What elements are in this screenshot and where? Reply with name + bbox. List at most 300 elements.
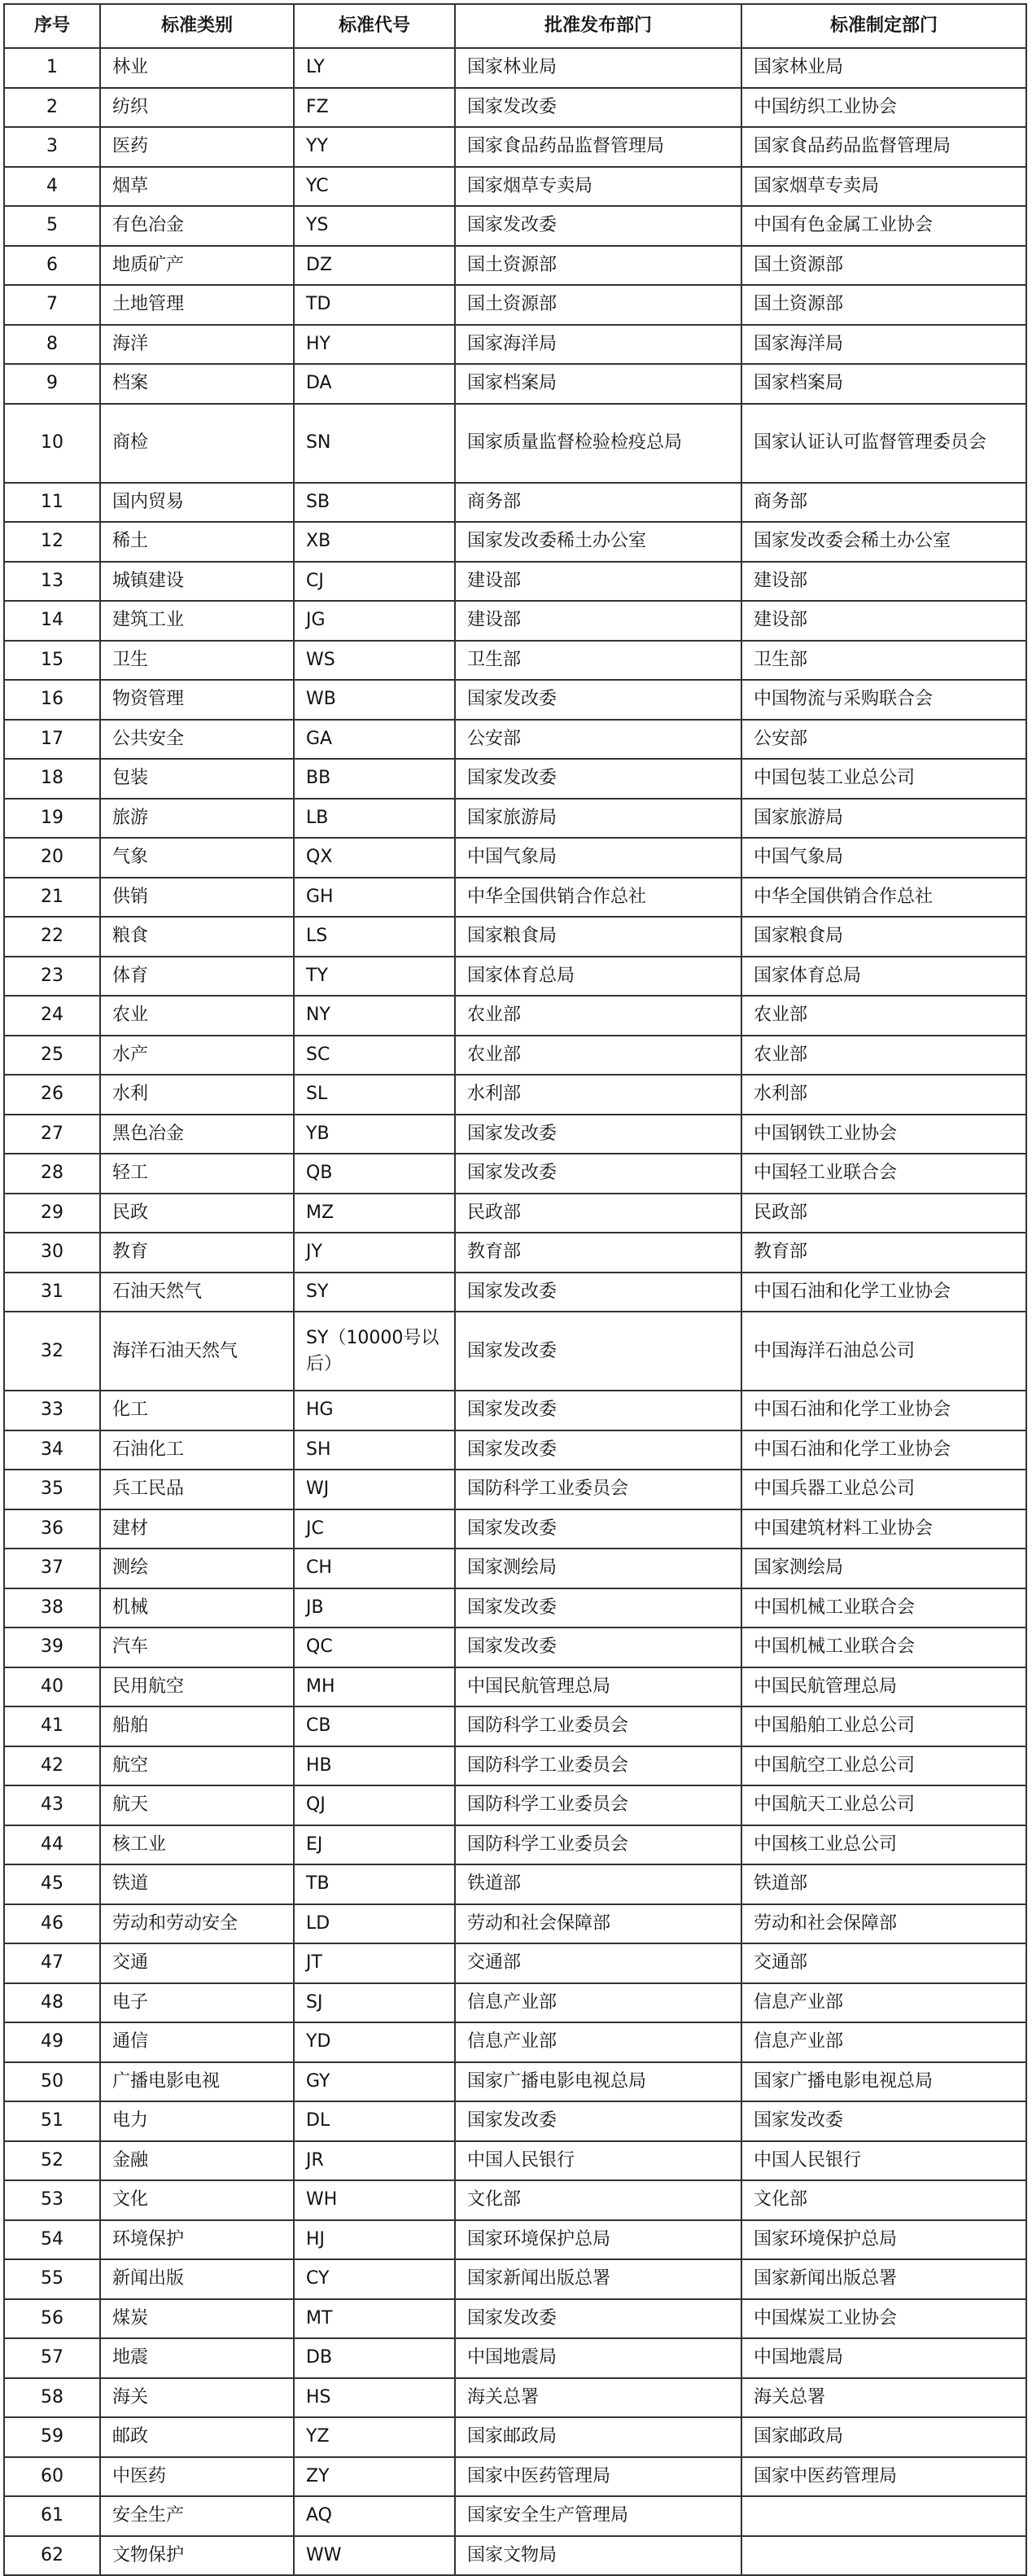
cell-standard-category: 兵工民品 [100, 1470, 294, 1509]
cell-standard-category: 文物保护 [100, 2536, 294, 2576]
table-row [4, 364, 1026, 404]
table-row [4, 2220, 1026, 2260]
cell-drafting-department: 国家发改委 [741, 2101, 1026, 2141]
cell-serial-number: 60 [4, 2457, 100, 2497]
table-row [4, 1154, 1026, 1194]
cell-serial-number: 50 [4, 2062, 100, 2102]
table-row [4, 2259, 1026, 2299]
cell-standard-category: 纺织 [100, 88, 294, 128]
cell-drafting-department: 国家食品药品监督管理局 [741, 127, 1026, 167]
cell-standard-code: MZ [294, 1194, 455, 1233]
cell-serial-number: 34 [4, 1430, 100, 1470]
cell-standard-code: YB [294, 1115, 455, 1154]
cell-serial-number: 9 [4, 364, 100, 404]
cell-standard-category: 黑色冶金 [100, 1115, 294, 1154]
cell-drafting-department: 国家海洋局 [741, 325, 1026, 365]
cell-drafting-department: 国家林业局 [741, 48, 1026, 88]
cell-approving-department: 信息产业部 [455, 2022, 741, 2062]
cell-standard-category: 海关 [100, 2378, 294, 2418]
cell-drafting-department: 中国石油和化学工业协会 [741, 1430, 1026, 1470]
cell-standard-code: HJ [294, 2220, 455, 2260]
table-row [4, 1549, 1026, 1588]
cell-drafting-department: 国家粮食局 [741, 917, 1026, 957]
cell-standard-category: 航天 [100, 1785, 294, 1825]
cell-standard-category: 新闻出版 [100, 2259, 294, 2299]
cell-drafting-department: 中华全国供销合作总社 [741, 878, 1026, 918]
cell-standard-code: QJ [294, 1785, 455, 1825]
cell-serial-number: 7 [4, 285, 100, 325]
table-row [4, 1312, 1026, 1391]
cell-serial-number: 3 [4, 127, 100, 167]
cell-standard-category: 铁道 [100, 1864, 294, 1904]
cell-standard-category: 文化 [100, 2180, 294, 2220]
cell-serial-number: 6 [4, 246, 100, 286]
cell-standard-code: HS [294, 2378, 455, 2418]
table-row [4, 483, 1026, 523]
cell-drafting-department: 农业部 [741, 1036, 1026, 1076]
table-row [4, 48, 1026, 88]
cell-approving-department: 铁道部 [455, 1864, 741, 1904]
cell-serial-number: 24 [4, 996, 100, 1036]
table-row [4, 799, 1026, 839]
cell-drafting-department: 国家新闻出版总署 [741, 2259, 1026, 2299]
cell-approving-department: 文化部 [455, 2180, 741, 2220]
cell-drafting-department: 卫生部 [741, 641, 1026, 681]
table-row [4, 2417, 1026, 2457]
cell-drafting-department: 国土资源部 [741, 285, 1026, 325]
cell-standard-category: 商检 [100, 404, 294, 483]
cell-approving-department: 国家旅游局 [455, 799, 741, 839]
cell-standard-category: 安全生产 [100, 2496, 294, 2536]
cell-serial-number: 19 [4, 799, 100, 839]
cell-serial-number: 45 [4, 1864, 100, 1904]
cell-serial-number: 25 [4, 1036, 100, 1076]
cell-standard-code: TB [294, 1864, 455, 1904]
cell-serial-number: 11 [4, 483, 100, 523]
table-row [4, 246, 1026, 286]
cell-drafting-department: 国家发改委会稀土办公室 [741, 522, 1026, 562]
cell-standard-category: 卫生 [100, 641, 294, 681]
cell-approving-department: 建设部 [455, 601, 741, 641]
cell-serial-number: 26 [4, 1075, 100, 1115]
cell-standard-code: SB [294, 483, 455, 523]
table-row [4, 1194, 1026, 1233]
cell-standard-category: 船舶 [100, 1706, 294, 1746]
cell-standard-category: 邮政 [100, 2417, 294, 2457]
cell-approving-department: 教育部 [455, 1233, 741, 1273]
cell-drafting-department: 水利部 [741, 1075, 1026, 1115]
cell-approving-department: 交通部 [455, 1943, 741, 1983]
cell-drafting-department: 中国地震局 [741, 2338, 1026, 2378]
cell-serial-number: 4 [4, 167, 100, 207]
cell-standard-category: 国内贸易 [100, 483, 294, 523]
cell-approving-department: 国防科学工业委员会 [455, 1746, 741, 1786]
cell-serial-number: 52 [4, 2141, 100, 2181]
cell-serial-number: 16 [4, 680, 100, 720]
cell-standard-code: BB [294, 759, 455, 799]
cell-drafting-department: 国土资源部 [741, 246, 1026, 286]
cell-drafting-department: 国家体育总局 [741, 957, 1026, 997]
cell-standard-category: 测绘 [100, 1549, 294, 1588]
table-row [4, 2299, 1026, 2339]
cell-standard-category: 汽车 [100, 1628, 294, 1667]
cell-standard-category: 物资管理 [100, 680, 294, 720]
header-serial-number: 序号 [4, 4, 100, 48]
cell-drafting-department: 中国人民银行 [741, 2141, 1026, 2181]
table-row [4, 325, 1026, 365]
cell-standard-category: 海洋石油天然气 [100, 1312, 294, 1391]
cell-drafting-department: 国家旅游局 [741, 799, 1026, 839]
cell-drafting-department: 国家邮政局 [741, 2417, 1026, 2457]
cell-drafting-department: 交通部 [741, 1943, 1026, 1983]
table-row [4, 680, 1026, 720]
cell-approving-department: 国家发改委 [455, 88, 741, 128]
cell-drafting-department: 中国海洋石油总公司 [741, 1312, 1026, 1391]
cell-approving-department: 国家中医药管理局 [455, 2457, 741, 2497]
table-row [4, 2141, 1026, 2181]
table-row [4, 1470, 1026, 1509]
cell-drafting-department: 公安部 [741, 720, 1026, 760]
cell-standard-category: 电力 [100, 2101, 294, 2141]
cell-approving-department: 国家发改委 [455, 2101, 741, 2141]
cell-approving-department: 农业部 [455, 996, 741, 1036]
cell-approving-department: 中国气象局 [455, 838, 741, 878]
cell-standard-category: 土地管理 [100, 285, 294, 325]
cell-approving-department: 国家新闻出版总署 [455, 2259, 741, 2299]
cell-drafting-department: 中国石油和化学工业协会 [741, 1273, 1026, 1312]
cell-serial-number: 49 [4, 2022, 100, 2062]
cell-approving-department: 国防科学工业委员会 [455, 1785, 741, 1825]
cell-serial-number: 62 [4, 2536, 100, 2576]
cell-standard-category: 包装 [100, 759, 294, 799]
cell-standard-category: 广播电影电视 [100, 2062, 294, 2102]
table-row [4, 562, 1026, 602]
cell-serial-number: 43 [4, 1785, 100, 1825]
cell-serial-number: 21 [4, 878, 100, 918]
cell-standard-code: DZ [294, 246, 455, 286]
cell-drafting-department: 中国石油和化学工业协会 [741, 1391, 1026, 1430]
cell-serial-number: 38 [4, 1588, 100, 1628]
cell-standard-category: 水利 [100, 1075, 294, 1115]
cell-standard-code: CH [294, 1549, 455, 1588]
cell-standard-code: YC [294, 167, 455, 207]
cell-drafting-department: 中国兵器工业总公司 [741, 1470, 1026, 1509]
cell-drafting-department: 教育部 [741, 1233, 1026, 1273]
cell-standard-category: 农业 [100, 996, 294, 1036]
cell-standard-code: DA [294, 364, 455, 404]
table-row [4, 720, 1026, 760]
cell-approving-department: 水利部 [455, 1075, 741, 1115]
cell-standard-code: YD [294, 2022, 455, 2062]
cell-standard-code: SH [294, 1430, 455, 1470]
cell-standard-category: 稀土 [100, 522, 294, 562]
cell-drafting-department: 中国建筑材料工业协会 [741, 1509, 1026, 1549]
cell-standard-category: 轻工 [100, 1154, 294, 1194]
table-row [4, 1115, 1026, 1154]
cell-standard-code: DB [294, 2338, 455, 2378]
cell-approving-department: 建设部 [455, 562, 741, 602]
cell-serial-number: 47 [4, 1943, 100, 1983]
cell-standard-code: SY（10000号以后） [294, 1312, 455, 1391]
cell-standard-category: 民政 [100, 1194, 294, 1233]
cell-drafting-department: 国家测绘局 [741, 1549, 1026, 1588]
cell-approving-department: 国家发改委 [455, 1154, 741, 1194]
cell-approving-department: 国土资源部 [455, 246, 741, 286]
cell-approving-department: 国家发改委 [455, 206, 741, 246]
cell-standard-category: 核工业 [100, 1825, 294, 1865]
cell-standard-code: GH [294, 878, 455, 918]
table-row [4, 404, 1026, 483]
cell-drafting-department: 中国船舶工业总公司 [741, 1706, 1026, 1746]
cell-approving-department: 中国人民银行 [455, 2141, 741, 2181]
cell-standard-code: HB [294, 1746, 455, 1786]
cell-serial-number: 56 [4, 2299, 100, 2339]
cell-drafting-department: 信息产业部 [741, 1983, 1026, 2023]
cell-approving-department: 卫生部 [455, 641, 741, 681]
table-row [4, 522, 1026, 562]
cell-approving-department: 国家食品药品监督管理局 [455, 127, 741, 167]
cell-drafting-department: 中国纺织工业协会 [741, 88, 1026, 128]
cell-approving-department: 国防科学工业委员会 [455, 1706, 741, 1746]
cell-standard-code: JR [294, 2141, 455, 2181]
table-body [4, 48, 1026, 2575]
cell-standard-category: 环境保护 [100, 2220, 294, 2260]
cell-approving-department: 国家发改委 [455, 680, 741, 720]
table-row [4, 206, 1026, 246]
cell-approving-department: 国家文物局 [455, 2536, 741, 2576]
cell-drafting-department: 中国包装工业总公司 [741, 759, 1026, 799]
cell-standard-code: CB [294, 1706, 455, 1746]
cell-approving-department: 国家林业局 [455, 48, 741, 88]
cell-standard-category: 档案 [100, 364, 294, 404]
cell-approving-department: 国家发改委稀土办公室 [455, 522, 741, 562]
cell-approving-department: 国家粮食局 [455, 917, 741, 957]
table-row [4, 167, 1026, 207]
cell-serial-number: 5 [4, 206, 100, 246]
cell-standard-code: SY [294, 1273, 455, 1312]
cell-standard-category: 地震 [100, 2338, 294, 2378]
cell-standard-category: 通信 [100, 2022, 294, 2062]
cell-standard-category: 航空 [100, 1746, 294, 1786]
cell-approving-department: 国家安全生产管理局 [455, 2496, 741, 2536]
table-row [4, 917, 1026, 957]
cell-standard-category: 供销 [100, 878, 294, 918]
cell-standard-code: MT [294, 2299, 455, 2339]
cell-drafting-department: 农业部 [741, 996, 1026, 1036]
table-row [4, 759, 1026, 799]
cell-serial-number: 42 [4, 1746, 100, 1786]
table-row [4, 1943, 1026, 1983]
cell-standard-code: HG [294, 1391, 455, 1430]
cell-drafting-department: 文化部 [741, 2180, 1026, 2220]
cell-standard-category: 水产 [100, 1036, 294, 1076]
header-standard-code: 标准代号 [294, 4, 455, 48]
cell-drafting-department: 国家环境保护总局 [741, 2220, 1026, 2260]
cell-standard-code: YY [294, 127, 455, 167]
cell-standard-code: JY [294, 1233, 455, 1273]
cell-approving-department: 国家发改委 [455, 1391, 741, 1430]
cell-serial-number: 17 [4, 720, 100, 760]
cell-drafting-department: 国家档案局 [741, 364, 1026, 404]
table-row [4, 601, 1026, 641]
cell-approving-department: 海关总署 [455, 2378, 741, 2418]
cell-drafting-department: 中国钢铁工业协会 [741, 1115, 1026, 1154]
cell-drafting-department: 中国核工业总公司 [741, 1825, 1026, 1865]
cell-serial-number: 35 [4, 1470, 100, 1509]
table-row [4, 641, 1026, 681]
cell-approving-department: 农业部 [455, 1036, 741, 1076]
cell-drafting-department: 国家中医药管理局 [741, 2457, 1026, 2497]
cell-standard-code: WH [294, 2180, 455, 2220]
cell-drafting-department [741, 2496, 1026, 2536]
table-row [4, 1628, 1026, 1667]
cell-serial-number: 48 [4, 1983, 100, 2023]
cell-standard-category: 体育 [100, 957, 294, 997]
table-row [4, 1036, 1026, 1076]
cell-standard-code: JC [294, 1509, 455, 1549]
cell-drafting-department: 国家广播电影电视总局 [741, 2062, 1026, 2102]
cell-drafting-department: 劳动和社会保障部 [741, 1904, 1026, 1944]
cell-drafting-department: 中国民航管理总局 [741, 1667, 1026, 1707]
cell-serial-number: 23 [4, 957, 100, 997]
cell-drafting-department: 海关总署 [741, 2378, 1026, 2418]
cell-standard-code: JB [294, 1588, 455, 1628]
cell-approving-department: 国家质量监督检验检疫总局 [455, 404, 741, 483]
cell-approving-department: 国家发改委 [455, 1312, 741, 1391]
cell-drafting-department: 中国机械工业联合会 [741, 1588, 1026, 1628]
cell-drafting-department: 铁道部 [741, 1864, 1026, 1904]
cell-approving-department: 中华全国供销合作总社 [455, 878, 741, 918]
cell-serial-number: 22 [4, 917, 100, 957]
header-approving-department: 批准发布部门 [455, 4, 741, 48]
cell-approving-department: 国家发改委 [455, 1509, 741, 1549]
cell-approving-department: 国家发改委 [455, 1273, 741, 1312]
table-row [4, 127, 1026, 167]
cell-standard-category: 金融 [100, 2141, 294, 2181]
cell-serial-number: 41 [4, 1706, 100, 1746]
cell-standard-category: 有色冶金 [100, 206, 294, 246]
cell-standard-category: 城镇建设 [100, 562, 294, 602]
cell-standard-category: 海洋 [100, 325, 294, 365]
cell-standard-code: SC [294, 1036, 455, 1076]
table-row [4, 1233, 1026, 1273]
cell-standard-category: 林业 [100, 48, 294, 88]
table-row [4, 2457, 1026, 2497]
cell-standard-code: NY [294, 996, 455, 1036]
cell-approving-department: 国家邮政局 [455, 2417, 741, 2457]
cell-serial-number: 36 [4, 1509, 100, 1549]
cell-standard-code: YZ [294, 2417, 455, 2457]
cell-approving-department: 民政部 [455, 1194, 741, 1233]
cell-standard-code: CY [294, 2259, 455, 2299]
table-row [4, 2378, 1026, 2418]
cell-standard-code: SJ [294, 1983, 455, 2023]
cell-standard-code: JG [294, 601, 455, 641]
cell-standard-code: SL [294, 1075, 455, 1115]
cell-standard-code: JT [294, 1943, 455, 1983]
table-row [4, 996, 1026, 1036]
cell-standard-code: ZY [294, 2457, 455, 2497]
cell-drafting-department: 建设部 [741, 562, 1026, 602]
cell-standard-code: HY [294, 325, 455, 365]
cell-approving-department: 信息产业部 [455, 1983, 741, 2023]
cell-drafting-department: 中国轻工业联合会 [741, 1154, 1026, 1194]
cell-standard-code: WS [294, 641, 455, 681]
cell-drafting-department: 中国物流与采购联合会 [741, 680, 1026, 720]
cell-drafting-department: 中国航空工业总公司 [741, 1746, 1026, 1786]
table-row [4, 1273, 1026, 1312]
cell-approving-department: 国家海洋局 [455, 325, 741, 365]
cell-serial-number: 15 [4, 641, 100, 681]
cell-approving-department: 国家发改委 [455, 2299, 741, 2339]
header-drafting-department: 标准制定部门 [741, 4, 1026, 48]
cell-standard-category: 石油天然气 [100, 1273, 294, 1312]
header-standard-category: 标准类别 [100, 4, 294, 48]
cell-standard-code: AQ [294, 2496, 455, 2536]
cell-serial-number: 14 [4, 601, 100, 641]
cell-standard-code: GA [294, 720, 455, 760]
cell-drafting-department: 中国有色金属工业协会 [741, 206, 1026, 246]
table-row [4, 2338, 1026, 2378]
table-row [4, 1509, 1026, 1549]
cell-serial-number: 28 [4, 1154, 100, 1194]
cell-serial-number: 8 [4, 325, 100, 365]
cell-serial-number: 44 [4, 1825, 100, 1865]
table-row [4, 2101, 1026, 2141]
cell-serial-number: 20 [4, 838, 100, 878]
table-row [4, 88, 1026, 128]
cell-standard-category: 气象 [100, 838, 294, 878]
cell-drafting-department: 中国机械工业联合会 [741, 1628, 1026, 1667]
cell-standard-category: 化工 [100, 1391, 294, 1430]
cell-approving-department: 国防科学工业委员会 [455, 1825, 741, 1865]
table-row [4, 1430, 1026, 1470]
cell-standard-code: LD [294, 1904, 455, 1944]
cell-standard-category: 教育 [100, 1233, 294, 1273]
cell-standard-category: 民用航空 [100, 1667, 294, 1707]
cell-serial-number: 46 [4, 1904, 100, 1944]
cell-standard-code: DL [294, 2101, 455, 2141]
cell-standard-code: QC [294, 1628, 455, 1667]
cell-standard-category: 中医药 [100, 2457, 294, 2497]
cell-approving-department: 中国民航管理总局 [455, 1667, 741, 1707]
cell-standard-category: 医药 [100, 127, 294, 167]
table-row [4, 878, 1026, 918]
table-row [4, 2180, 1026, 2220]
cell-standard-code: LY [294, 48, 455, 88]
cell-serial-number: 57 [4, 2338, 100, 2378]
table-row [4, 838, 1026, 878]
cell-drafting-department: 民政部 [741, 1194, 1026, 1233]
cell-standard-code: SN [294, 404, 455, 483]
cell-serial-number: 18 [4, 759, 100, 799]
cell-serial-number: 2 [4, 88, 100, 128]
cell-standard-code: TD [294, 285, 455, 325]
cell-drafting-department: 商务部 [741, 483, 1026, 523]
cell-standard-code: XB [294, 522, 455, 562]
table-row [4, 1391, 1026, 1430]
cell-serial-number: 55 [4, 2259, 100, 2299]
cell-approving-department: 中国地震局 [455, 2338, 741, 2378]
cell-standard-code: GY [294, 2062, 455, 2102]
cell-approving-department: 国家广播电影电视总局 [455, 2062, 741, 2102]
cell-standard-code: WJ [294, 1470, 455, 1509]
cell-serial-number: 51 [4, 2101, 100, 2141]
table-row [4, 1825, 1026, 1865]
cell-approving-department: 国家发改委 [455, 759, 741, 799]
cell-approving-department: 劳动和社会保障部 [455, 1904, 741, 1944]
table-row [4, 1706, 1026, 1746]
